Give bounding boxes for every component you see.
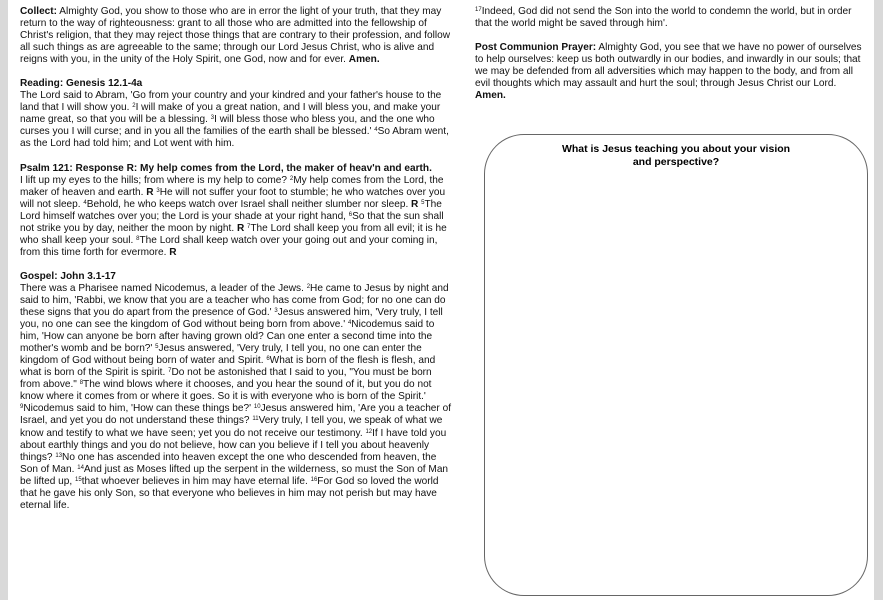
verse-text: Jesus answered him, 'Are you a teacher of Israel, and yet you do not understand these things? xyxy=(20,403,452,427)
reading-section xyxy=(20,78,452,150)
reading-text xyxy=(20,90,452,150)
response-mark: R xyxy=(236,222,248,234)
right-column xyxy=(475,6,865,114)
verse-number: 4 xyxy=(347,320,352,327)
reflection-line-1: What is Jesus teaching you about your vision xyxy=(561,143,791,155)
verse-number: 4 xyxy=(374,127,378,134)
verse-text: So Abram went, as the Lord had told him; and Lot went with him. xyxy=(20,126,449,150)
psalm-section xyxy=(20,163,452,259)
reading-heading: Reading: Genesis 12.1-4a xyxy=(20,78,143,90)
verse-text: For God so loved the world that he gave his only Son, so that everyone who believes in him may not perish but may have eternal life. xyxy=(20,475,439,511)
verse-number: 2 xyxy=(306,283,311,290)
verse-number: 3 xyxy=(156,187,160,194)
verse-text: that whoever believes in him may have eternal life. xyxy=(81,475,311,487)
verse-text: Nicodemus said to him, 'How can these things be?' xyxy=(23,403,254,415)
page xyxy=(8,0,874,600)
gospel-continuation xyxy=(475,6,865,30)
verse-text: The wind blows where it chooses, and you hear the sound of it, but you do not know where it comes from or where it goes. So it is with everyone who is born of the Spirit.' xyxy=(20,379,432,403)
verse-text: The Lord himself watches over you; the Lord is your shade at your right hand, xyxy=(20,198,442,222)
verse-number: 3 xyxy=(210,115,215,122)
verse-number: 2 xyxy=(132,103,136,110)
verse-text: Very truly, I tell you, we speak of what we know and testify to what we have seen; yet you do not receive our testimony. xyxy=(20,415,443,439)
verse-text: If I have told you about earthly things and you do not believe, how can you believe if I tell you about heavenly things? xyxy=(20,427,447,463)
post-communion-label: Post Communion Prayer: xyxy=(475,42,597,54)
verse-number: 7 xyxy=(168,368,172,375)
verse-number: 5 xyxy=(421,199,425,206)
left-column xyxy=(20,6,452,524)
verse-text: What is born of the flesh is flesh, and what is born of the Spirit is spirit. xyxy=(20,355,436,379)
verse-number: 15 xyxy=(75,476,82,483)
verse-number: 10 xyxy=(253,404,261,411)
verse-number: 5 xyxy=(155,344,159,351)
collect-section xyxy=(20,6,452,66)
verse-text: The Lord shall keep you from all evil; it is he who shall keep your soul. xyxy=(20,222,447,246)
verse-number: 13 xyxy=(55,452,63,459)
verse-text: I will make of you a great nation, and I will bless you, and make your name great, so that you will be a blessing. xyxy=(20,102,441,126)
verse-text: Do not be astonished that I said to you, "You must be born from above." xyxy=(20,367,432,391)
verse-number: 6 xyxy=(348,211,353,218)
post-communion-section xyxy=(475,42,865,102)
verse-text: Indeed, God did not send the Son into the world to condemn the world, but in order that the world might be saved through him'. xyxy=(475,6,852,30)
verse-number: 16 xyxy=(310,476,318,483)
gospel-section xyxy=(20,271,452,512)
verse-number: 14 xyxy=(77,464,84,471)
verse-text: He came to Jesus by night and said to him, 'Rabbi, we know that you are a teacher who has come from God; for no one can do these signs that you do apart from the presence of God.' xyxy=(20,282,449,319)
verse-text: The Lord said to Abram, 'Go from your country and your kindred and your father's house to the land that I will show you. xyxy=(20,90,442,114)
verse-text: And just as Moses lifted up the serpent in the wilderness, so must the Son of Man be lifted up, xyxy=(20,463,449,487)
verse-text: Nicodemus said to him, 'How can anyone be born after having grown old? Can one enter a second time into the mother's womb and be born?' xyxy=(20,319,435,355)
response-mark: R xyxy=(411,198,422,210)
verse-text: I will bless those who bless you, and the one who curses you I will curse; and in you all the families of the earth shall be blessed.' xyxy=(20,114,435,138)
psalm-heading: Psalm 121: Response R: My help comes from the Lord, the maker of heav'n and earth. xyxy=(20,162,432,174)
verse-number: 12 xyxy=(365,428,373,435)
verse-text: No one has ascended into heaven except the one who descended from heaven, the Son of Man. xyxy=(20,451,437,475)
verse-text: The Lord shall keep watch over your going out and your coming in, from this time forth for evermore. xyxy=(20,234,438,258)
verse-text: Jesus answered him, 'Very truly, I tell you, no one can see the kingdom of God without being born from above.' xyxy=(20,307,443,331)
verse-text: Jesus answered, 'Very truly, I tell you, no one can enter the kingdom of God without being born of water and Spirit. xyxy=(20,343,422,367)
gospel-continuation-text xyxy=(475,6,865,30)
reflection-line-2: and perspective? xyxy=(632,156,720,168)
verse-text: My help comes from the Lord, the maker of heaven and earth. xyxy=(20,174,444,198)
gospel-heading: Gospel: John 3.1-17 xyxy=(20,270,116,282)
verse-text: He will not suffer your foot to stumble; he who watches over you will not sleep. xyxy=(20,186,446,210)
verse-text: I lift up my eyes to the hills; from where is my help to come? xyxy=(20,174,290,186)
verse-number: 11 xyxy=(252,416,259,423)
verse-text: Behold, he who keeps watch over Israel shall neither slumber nor sleep. xyxy=(86,198,412,210)
verse-text: So that the sun shall not strike you by day, neither the moon by night. xyxy=(20,210,444,234)
reflection-prompt xyxy=(485,143,867,169)
collect-amen: Amen. xyxy=(348,54,380,66)
verse-number: 6 xyxy=(266,356,270,363)
collect-text: Almighty God, you show to those who are in error the light of your truth, that they may return to the way of righteousness: grant to all those who are admitted into the fellowship of Christ's religion, that they may reject those things that are contrary to their profession, and follow all such things as are agreeable to the same; through our Lord Jesus Christ, who is alive and reigns with you, in the unity of the Holy Spirit, one God, now and for ever. xyxy=(20,6,450,66)
verse-number: 3 xyxy=(274,308,278,315)
response-mark: R xyxy=(146,186,157,198)
verse-number: 8 xyxy=(79,380,84,387)
verse-number: 2 xyxy=(289,175,294,182)
collect-label: Collect: xyxy=(20,6,58,17)
verse-number: 9 xyxy=(20,404,24,411)
response-mark: R xyxy=(169,246,177,258)
verse-number: 17 xyxy=(475,7,482,13)
psalm-text xyxy=(20,175,452,259)
verse-number: 4 xyxy=(83,199,87,206)
reflection-box xyxy=(484,134,868,596)
post-communion-text: Almighty God, you see that we have no power of ourselves to help ourselves: keep us both outwardly in our bodies, and inwardly in our souls; that we may be defended from all adversities which may happen to the body, and from all evil thoughts which may assault and hurt the soul; through Jesus Christ our Lord. xyxy=(475,42,862,90)
verse-number: 8 xyxy=(136,235,140,242)
post-communion-amen: Amen. xyxy=(475,90,506,102)
verse-text: There was a Pharisee named Nicodemus, a leader of the Jews. xyxy=(20,282,307,294)
gospel-text xyxy=(20,283,452,512)
verse-number: 7 xyxy=(247,223,251,230)
